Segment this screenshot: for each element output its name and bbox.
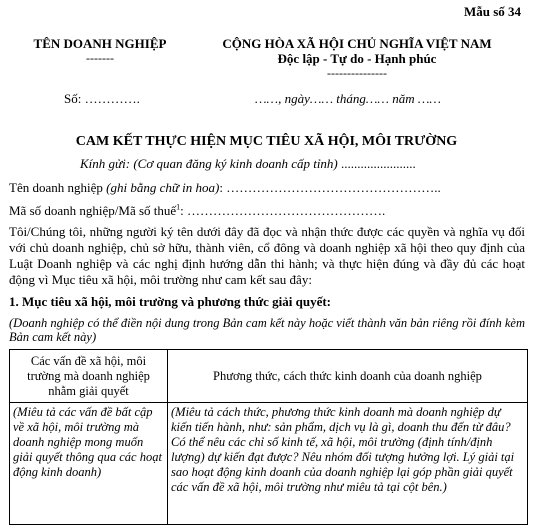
footnote-marker: 1 (176, 202, 181, 212)
addressee-label: Kính gửi: (80, 156, 131, 171)
addressee-dots: ....................... (341, 156, 416, 171)
company-name-line (9, 180, 441, 196)
company-header-underline: ------- (86, 51, 114, 65)
addressee-line (80, 156, 416, 172)
tax-code-label: Mã số doanh nghiệp/Mã số thuế (9, 203, 177, 218)
company-name-hint: (ghi bằng chữ in hoa) (106, 180, 220, 195)
document-number: Số: …………. (64, 91, 140, 106)
column-header-methods: Phương thức, cách thức kinh doanh của doanh nghiệp (168, 350, 528, 403)
tax-code-dots: : ………………………………………. (180, 203, 386, 218)
company-name-dots: : ………………………………………….. (219, 180, 441, 195)
commitment-table (9, 349, 528, 525)
section-1-heading: 1. Mục tiêu xã hội, môi trường và phương thức giải quyết: (9, 294, 332, 309)
republic-title: CỘNG HÒA XÃ HỘI CHỦ NGHĨA VIỆT NAM (222, 36, 492, 51)
form-number: Mẫu số 34 (463, 4, 521, 19)
table-header-row (10, 350, 528, 403)
motto-underline: --------------- (327, 66, 387, 80)
company-header: TÊN DOANH NGHIỆP (33, 36, 167, 51)
table-row (10, 403, 528, 525)
issues-description: (Miêu tả các vấn đề bất cập về xã hội, môi trường mà doanh nghiệp mong muốn giải quyết thông qua các hoạt động kinh doanh) (10, 403, 168, 525)
document-title: CAM KẾT THỰC HIỆN MỤC TIÊU XÃ HỘI, MÔI TRƯỜNG (75, 134, 458, 149)
national-motto: Độc lập - Tự do - Hạnh phúc (277, 51, 437, 66)
methods-description: (Miêu tả cách thức, phương thức kinh doanh mà doanh nghiệp dự kiến tiến hành, như: sản phẩm, dịch vụ là gì, doanh thu đến từ đâu? Có thể nêu các chỉ số kinh tế, xã hội, môi trường (định tính/định lượng) dự kiến đạt được? Nêu nhóm đối tượng hưởng lợi. Lý giải tại sao hoạt động kinh doanh của doanh nghiệp lại góp phần giải quyết các vấn đề xã hội, môi trường như miêu tả tại cột bên.) (168, 403, 528, 525)
document-date: ……, ngày…… tháng…… năm …… (255, 91, 441, 106)
section-1-note: (Doanh nghiệp có thể điền nội dung trong Bản cam kết này hoặc viết thành văn bản riêng rồi đính kèm Bản cam kết này) (9, 316, 525, 344)
company-name-label: Tên doanh nghiệp (9, 180, 103, 195)
tax-code-line (9, 203, 385, 219)
addressee-value: (Cơ quan đăng ký kinh doanh cấp tỉnh) (133, 156, 338, 171)
column-header-issues: Các vấn đề xã hội, môi trường mà doanh nghiệp nhằm giải quyết (10, 350, 168, 403)
commitment-paragraph: Tôi/Chúng tôi, những người ký tên dưới đây đã đọc và nhận thức được các quyền và nghĩa vụ đối với chủ doanh nghiệp, chủ sở hữu, thành viên, cổ đông và doanh nghiệp xã hội theo quy định của Luật Doanh nghiệp và các nghị định hướng dẫn thi hành; và thực hiện đúng và đầy đủ các hoạt động vì Mục tiêu xã hội, môi trường như cam kết sau đây: (9, 224, 525, 287)
